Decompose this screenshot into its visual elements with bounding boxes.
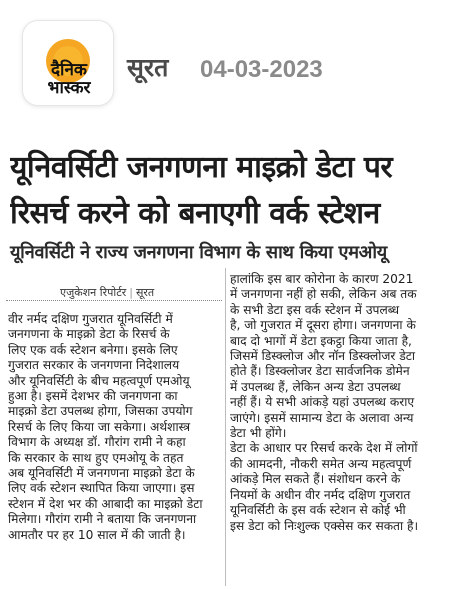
article-text-line: यूनिवर्सिटी के इस वर्क स्टेशन से कोई भी bbox=[230, 503, 406, 518]
article-text-line: जनगणना के माइक्रो डेटा के रिसर्च के bbox=[8, 327, 170, 342]
article-text-line: स्टेशन में देश भर की आबादी का माइक्रो डेटा bbox=[8, 496, 203, 511]
article-column-right bbox=[230, 272, 444, 534]
article-text-line: विभाग के अध्यक्ष डॉ. गौरांग रामी ने कहा bbox=[8, 435, 186, 450]
byline-separator: | bbox=[129, 286, 133, 299]
newspaper-header bbox=[0, 0, 452, 124]
edition-city: सूरत bbox=[127, 53, 169, 82]
article-text-line: लिए वर्क स्टेशन स्थापित किया जाएगा। इस bbox=[8, 481, 195, 496]
article-text-line: बाद दो भागों में डेटा इकट्ठा किया जाता है, bbox=[230, 333, 412, 348]
article-text-line: गुजरात सरकार के जनगणना निदेशालय bbox=[8, 358, 180, 373]
article-text-line: कि सरकार के साथ हुए एमओयू के तहत bbox=[8, 450, 184, 465]
dainik-bhaskar-logo bbox=[22, 20, 114, 106]
article-text-line: अब यूनिवर्सिटी में जनगणना माइक्रो डेटा के bbox=[8, 466, 195, 481]
byline-rule bbox=[6, 300, 222, 301]
article-text-line: इस डेटा को निःशुल्क एक्सेस कर सकता है। bbox=[230, 518, 419, 533]
article-text-line: जाएंगे। इसमें सामान्य डेटा के अलावा अन्य bbox=[230, 410, 414, 425]
article-text-line: लिए एक वर्क स्टेशन बनेगा। इसके लिए bbox=[8, 342, 178, 357]
article-text-line: माइक्रो डेटा उपलब्ध होगा, जिसका उपयोग bbox=[8, 404, 193, 419]
article-headline bbox=[10, 145, 446, 237]
column-divider bbox=[225, 268, 226, 586]
article-text-line: और यूनिवर्सिटी के बीच महत्वपूर्ण एमओयू bbox=[8, 373, 190, 388]
byline-author: एजुकेशन रिपोर्टर bbox=[60, 286, 127, 299]
article-text-line: मिलेगा। गौरांग रामी ने बताया कि जनगणना bbox=[8, 512, 197, 527]
article-text-line: नियमों के अधीन वीर नर्मद दक्षिण गुजरात bbox=[230, 487, 411, 502]
article-text-line: रिसर्च के लिए किया जा सकेगा। अर्थशास्त्र bbox=[8, 419, 191, 434]
article-column-left bbox=[8, 312, 222, 543]
article-text-line: की आमदनी, नौकरी समेत अन्य महत्वपूर्ण bbox=[230, 456, 412, 471]
logo-line-1: दैनिक bbox=[51, 60, 87, 80]
edition-date: 04-03-2023 bbox=[200, 56, 323, 83]
headline-line: रिसर्च करने को बनाएगी वर्क स्टेशन bbox=[10, 196, 380, 231]
byline bbox=[60, 285, 154, 300]
article-text-line: है, जो गुजरात में दूसरा होगा। जनगणना के bbox=[230, 318, 416, 333]
article-text-line: डेटा के आधार पर रिसर्च करके देश में लोगों bbox=[230, 441, 418, 456]
article-text-line: हालांकि इस बार कोरोना के कारण 2021 bbox=[230, 272, 414, 286]
article-text-line: जिसमें डिस्क्लोज और नॉन डिस्क्लोजर डेटा bbox=[230, 349, 416, 364]
article-text-line: के सभी डेटा इस वर्क स्टेशन में उपलब्ध bbox=[230, 302, 400, 317]
article-text-line: में उपलब्ध हैं, लेकिन अन्य डेटा उपलब्ध bbox=[230, 379, 401, 394]
article-text-line: में जनगणना नहीं हो सकी, लेकिन अब तक bbox=[230, 287, 417, 302]
article-text-line: हुआ है। इसमें देशभर की जनगणना का bbox=[8, 389, 178, 404]
article-subheadline: यूनिवर्सिटी ने राज्य जनगणना विभाग के साथ किया एमओयू bbox=[10, 242, 387, 263]
logo-line-2: भास्कर bbox=[47, 78, 91, 98]
headline-line: यूनिवर्सिटी जनगणना माइक्रो डेटा पर bbox=[10, 150, 393, 185]
article-text-line: आमतौर पर हर 10 साल में की जाती है। bbox=[8, 527, 186, 542]
article-text-line: डेटा भी होंगे। bbox=[230, 426, 287, 441]
article-text-line: वीर नर्मद दक्षिण गुजरात यूनिवर्सिटी में bbox=[8, 312, 173, 326]
article-text-line: आंकड़े मिल सकते हैं। संशोधन करने के bbox=[230, 472, 401, 487]
byline-city: सूरत bbox=[135, 286, 155, 299]
article-text-line: होते हैं। डिस्क्लोजर डेटा सार्वजनिक डोमेन bbox=[230, 364, 410, 379]
article-text-line: नहीं हैं। ये सभी आंकड़े यहां उपलब्ध कराए bbox=[230, 395, 415, 410]
